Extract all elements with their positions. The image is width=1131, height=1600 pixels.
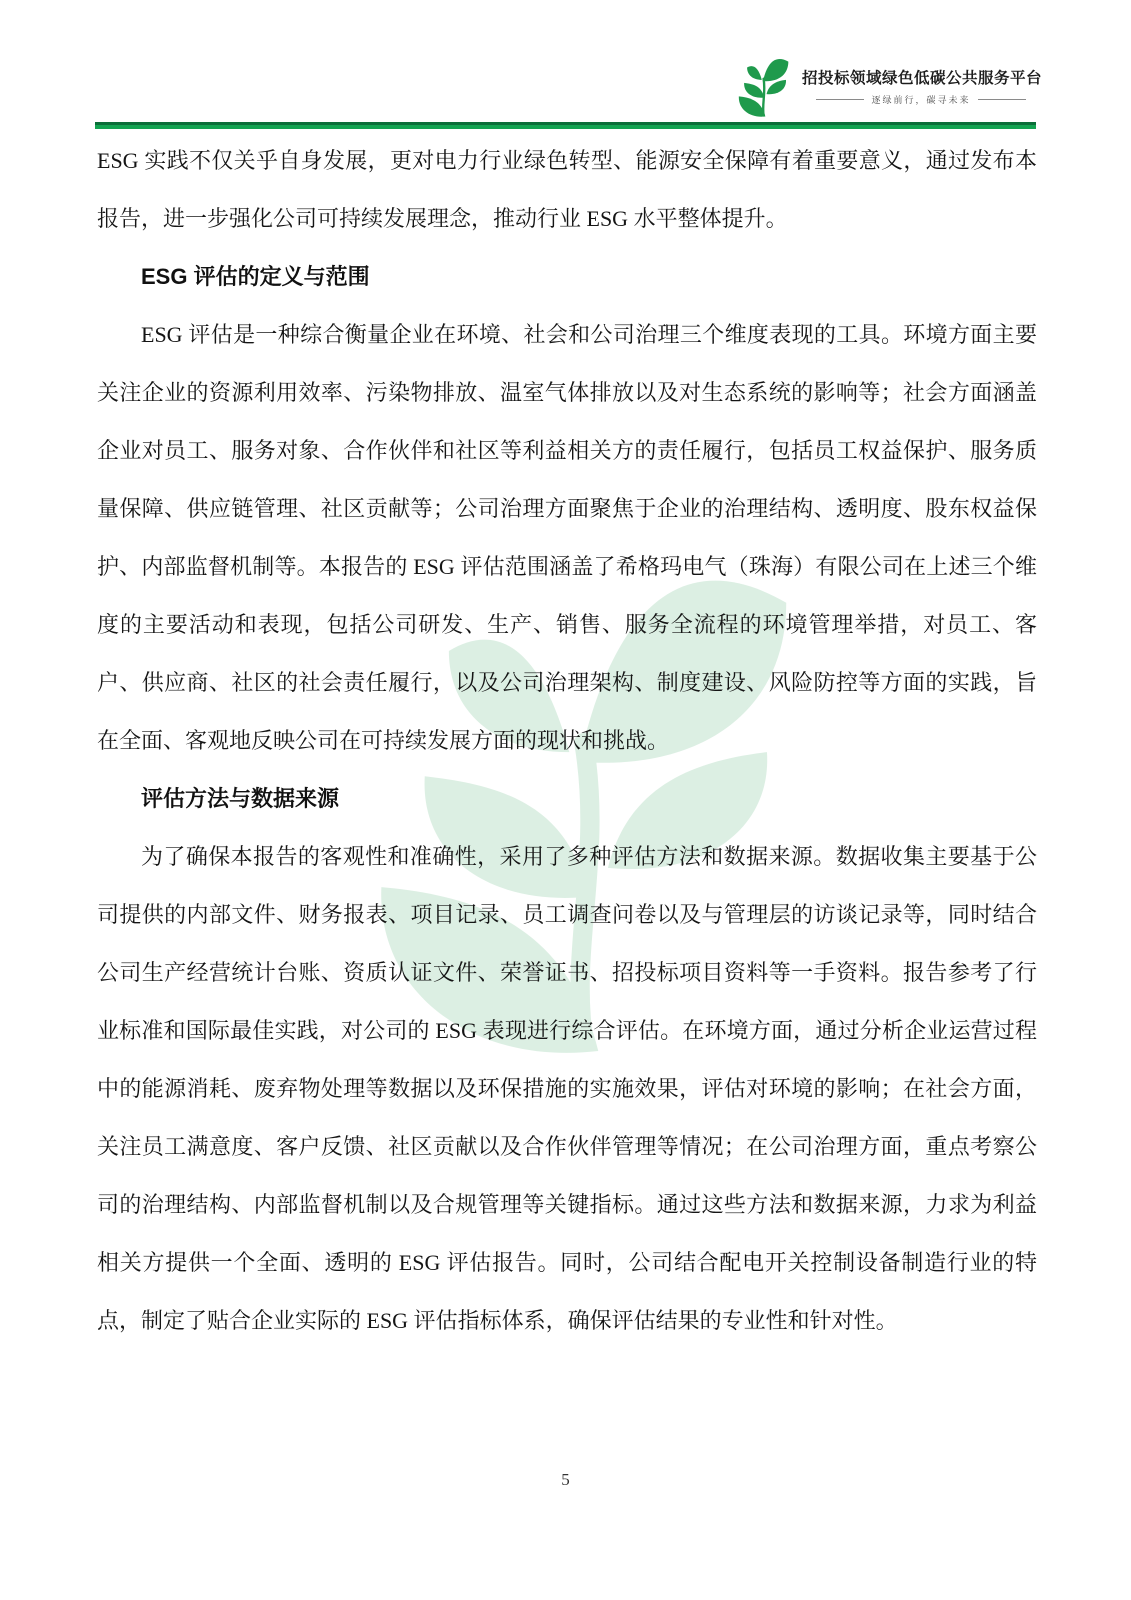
body-paragraph-continued: ESG 实践不仅关乎自身发展，更对电力行业绿色转型、能源安全保障有着重要意义，通过发布本报告，进一步强化公司可持续发展理念，推动行业 ESG 水平整体提升。 — [97, 148, 1037, 231]
platform-brand — [802, 66, 1043, 106]
page-header — [0, 52, 1131, 132]
document-body — [97, 132, 1037, 1350]
platform-tagline: 逐绿前行，碳寻未来 — [871, 95, 971, 105]
section-heading-esg-definition: ESG 评估的定义与范围 — [141, 264, 370, 289]
tagline-rule-right — [978, 99, 1026, 100]
platform-tagline-row — [802, 93, 1040, 106]
platform-name: 招投标领域绿色低碳公共服务平台 — [802, 70, 1043, 87]
body-paragraph-esg-definition: ESG 评估是一种综合衡量企业在环境、社会和公司治理三个维度表现的工具。环境方面主要关注企业的资源利用效率、污染物排放、温室气体排放以及对生态系统的影响等；社会方面涵盖企业对员工、服务对象、合作伙伴和社区等利益相关方的责任履行，包括员工权益保护、服务质量保障、供应链管理、社区贡献等；公司治理方面聚焦于企业的治理结构、透明度、股东权益保护、内部监督机制等。本报告的 ESG 评估范围涵盖了希格玛电气（珠海）有限公司在上述三个维度的主要活动和表现，包括公司研发、生产、销售、服务全流程的环境管理举措，对员工、客户、供应商、社区的社会责任履行，以及公司治理架构、制度建设、风险防控等方面的实践，旨在全面、客观地反映公司在可持续发展方面的现状和挑战。 — [97, 322, 1037, 753]
body-paragraph-methodology: 为了确保本报告的客观性和准确性，采用了多种评估方法和数据来源。数据收集主要基于公司提供的内部文件、财务报表、项目记录、员工调查问卷以及与管理层的访谈记录等，同时结合公司生产经营统计台账、资质认证文件、荣誉证书、招投标项目资料等一手资料。报告参考了行业标准和国际最佳实践，对公司的 ESG 表现进行综合评估。在环境方面，通过分析企业运营过程中的能源消耗、废弃物处理等数据以及环保措施的实施效果，评估对环境的影响；在社会方面，关注员工满意度、客户反馈、社区贡献以及合作伙伴管理等情况；在公司治理方面，重点考察公司的治理结构、内部监督机制以及合规管理等关键指标。通过这些方法和数据来源，力求为利益相关方提供一个全面、透明的 ESG 评估报告。同时，公司结合配电开关控制设备制造行业的特点，制定了贴合企业实际的 ESG 评估指标体系，确保评估结果的专业性和针对性。 — [97, 844, 1037, 1333]
section-heading-methodology: 评估方法与数据来源 — [141, 786, 340, 811]
page-number: 5 — [561, 1470, 570, 1489]
header-green-rule — [95, 122, 1036, 129]
tagline-rule-left — [816, 99, 864, 100]
platform-logo-icon — [733, 54, 793, 120]
